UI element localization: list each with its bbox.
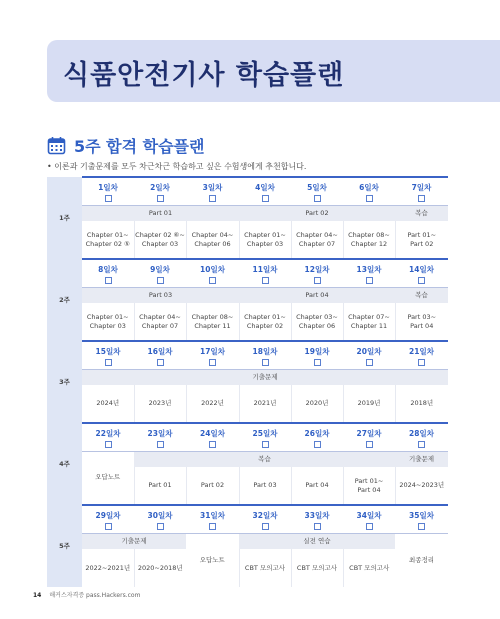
page-footer xyxy=(33,590,140,599)
day-cell[interactable] xyxy=(186,505,239,533)
day-cell[interactable] xyxy=(134,177,186,205)
day-cell[interactable] xyxy=(343,259,395,287)
day-label: 11일차 xyxy=(252,264,278,274)
day-label: 5일차 xyxy=(307,182,327,192)
day-label: 34일차 xyxy=(356,510,382,520)
day-cell[interactable] xyxy=(186,177,239,205)
chapter-cell: CBT 모의고사 xyxy=(239,549,291,587)
checkbox[interactable] xyxy=(366,359,373,366)
section-subtitle: • 이론과 기출문제를 모두 차근차근 학습하고 싶은 수험생에게 추천합니다. xyxy=(47,162,307,171)
final-review-cell: 최종정리 xyxy=(395,533,448,587)
part-label: 복습 xyxy=(395,287,448,303)
checkbox[interactable] xyxy=(418,359,425,366)
day-cell[interactable] xyxy=(134,341,186,369)
day-cell[interactable] xyxy=(395,423,448,451)
checkbox[interactable] xyxy=(314,523,321,530)
day-cell[interactable] xyxy=(134,505,186,533)
chapter-cell: Chapter 01~ Chapter 02 ⑤ xyxy=(85,230,130,248)
chapter-cell: Part 02 xyxy=(186,467,239,505)
checkbox[interactable] xyxy=(262,195,269,202)
checkbox[interactable] xyxy=(262,523,269,530)
week-3-days-row xyxy=(47,341,448,369)
checkbox[interactable] xyxy=(262,441,269,448)
note-cell: 오답노트 xyxy=(186,533,239,587)
chapter-cell: Chapter 04~ Chapter 06 xyxy=(186,221,239,259)
day-label: 3일차 xyxy=(202,182,223,192)
day-label: 7일차 xyxy=(411,182,432,192)
part-label: 실전 연습 xyxy=(239,533,395,549)
chapter-cell: 2019년 xyxy=(343,385,395,423)
day-label: 26일차 xyxy=(304,428,330,438)
day-label: 30일차 xyxy=(147,510,173,520)
chapter-cell: Chapter 08~ Chapter 11 xyxy=(186,303,239,341)
day-label: 14일차 xyxy=(409,264,434,274)
checkbox[interactable] xyxy=(157,359,164,366)
day-cell[interactable] xyxy=(239,259,291,287)
checkbox[interactable] xyxy=(262,359,269,366)
chapter-cell: Part 01~ Part 04 xyxy=(343,467,395,505)
day-cell[interactable] xyxy=(291,259,343,287)
study-plan-table xyxy=(47,176,448,587)
checkbox[interactable] xyxy=(105,359,112,366)
chapter-cell: Chapter 01~ Chapter 03 xyxy=(86,312,129,330)
checkbox[interactable] xyxy=(157,195,164,202)
part-label: 복습 xyxy=(134,451,395,467)
checkbox[interactable] xyxy=(105,441,112,448)
week-3-parts-row xyxy=(47,369,448,385)
day-cell[interactable] xyxy=(239,423,291,451)
chapter-cell: Chapter 02 ⑥~ Chapter 03 xyxy=(134,221,186,259)
day-cell[interactable] xyxy=(82,259,134,287)
day-cell[interactable] xyxy=(82,177,134,205)
day-label: 33일차 xyxy=(304,510,330,520)
chapter-cell: CBT 모의고사 xyxy=(343,549,395,587)
day-cell[interactable] xyxy=(395,177,448,205)
note-cell: 오답노트 xyxy=(82,451,134,505)
checkbox[interactable] xyxy=(209,277,216,284)
day-label: 19일차 xyxy=(304,346,330,356)
title-band xyxy=(47,40,500,102)
checkbox[interactable] xyxy=(262,277,269,284)
day-label: 2일차 xyxy=(150,182,170,192)
checkbox[interactable] xyxy=(366,277,373,284)
week-2-parts-row xyxy=(47,287,448,303)
week-2-chapters-row xyxy=(47,303,448,341)
day-label: 28일차 xyxy=(409,428,434,438)
checkbox[interactable] xyxy=(157,441,164,448)
day-label: 20일차 xyxy=(356,346,382,356)
week-label: 3주 xyxy=(47,341,82,423)
day-cell[interactable] xyxy=(395,505,448,533)
calendar-icon xyxy=(47,136,66,155)
chapter-cell: Chapter 07~ Chapter 11 xyxy=(343,303,395,341)
page-title: 식품안전기사 학습플랜 xyxy=(63,60,345,91)
checkbox[interactable] xyxy=(366,195,373,202)
day-label: 22일차 xyxy=(95,428,121,438)
checkbox[interactable] xyxy=(105,277,112,284)
checkbox[interactable] xyxy=(157,277,164,284)
chapter-cell: Chapter 01~ Chapter 03 xyxy=(239,221,291,259)
day-cell[interactable] xyxy=(239,505,291,533)
chapter-cell: 2022년 xyxy=(186,385,239,423)
chapter-cell: Part 03~ Part 04 xyxy=(395,303,448,341)
day-label: 21일차 xyxy=(409,346,434,356)
part-label: 기출문제 xyxy=(82,533,186,549)
chapter-cell: 2020년 xyxy=(291,385,343,423)
part-label: Part 01 xyxy=(82,205,239,221)
page-number: 14 xyxy=(33,592,42,599)
week-5-chapters-row xyxy=(47,549,448,587)
chapter-cell: Chapter 08~ Chapter 12 xyxy=(343,221,395,259)
day-cell[interactable] xyxy=(343,423,395,451)
day-label: 6일차 xyxy=(359,182,379,192)
chapter-cell: Chapter 04~ Chapter 07 xyxy=(291,221,343,259)
checkbox[interactable] xyxy=(418,277,425,284)
day-cell[interactable] xyxy=(186,341,239,369)
chapter-cell: 2021년 xyxy=(239,385,291,423)
part-label: 복습 xyxy=(395,205,448,221)
chapter-cell: 2024~2023년 xyxy=(395,467,448,505)
day-cell[interactable] xyxy=(134,259,186,287)
day-cell[interactable] xyxy=(82,341,134,369)
checkbox[interactable] xyxy=(366,441,373,448)
checkbox[interactable] xyxy=(209,195,216,202)
day-label: 23일차 xyxy=(147,428,173,438)
week-2-days-row xyxy=(47,259,448,287)
week-1-chapters-row xyxy=(47,221,448,259)
checkbox[interactable] xyxy=(418,523,425,530)
day-label: 8일차 xyxy=(98,264,118,274)
day-label: 25일차 xyxy=(252,428,278,438)
day-label: 29일차 xyxy=(95,510,121,520)
chapter-cell: Chapter 03~ Chapter 06 xyxy=(291,303,343,341)
week-3-chapters-row xyxy=(47,385,448,423)
day-cell[interactable] xyxy=(343,505,395,533)
day-cell[interactable] xyxy=(239,341,291,369)
chapter-cell: 2024년 xyxy=(96,399,120,408)
day-cell[interactable] xyxy=(291,423,343,451)
day-cell[interactable] xyxy=(82,505,134,533)
day-label: 13일차 xyxy=(356,264,382,274)
checkbox[interactable] xyxy=(418,441,425,448)
checkbox[interactable] xyxy=(105,523,112,530)
part-label: Part 04 xyxy=(239,287,395,303)
chapter-cell: Chapter 01~ Chapter 02 xyxy=(239,303,291,341)
day-label: 16일차 xyxy=(147,346,173,356)
week-5-days-row xyxy=(47,505,448,533)
chapter-cell: Part 01~ Part 02 xyxy=(395,221,448,259)
day-label: 32일차 xyxy=(252,510,278,520)
day-cell[interactable] xyxy=(186,423,239,451)
checkbox[interactable] xyxy=(209,441,216,448)
day-label: 31일차 xyxy=(200,510,225,520)
part-label: 기출문제 xyxy=(82,369,448,385)
checkbox[interactable] xyxy=(314,277,321,284)
week-label: 5주 xyxy=(47,505,82,587)
chapter-cell: 2018년 xyxy=(395,385,448,423)
day-label: 4일차 xyxy=(255,182,275,192)
part-label: 기출문제 xyxy=(395,451,448,467)
day-label: 1일차 xyxy=(98,182,118,192)
section-title: 5주 합격 학습플랜 xyxy=(74,136,205,156)
chapter-cell: Part 04 xyxy=(291,467,343,505)
part-label: Part 03 xyxy=(82,287,239,303)
day-cell[interactable] xyxy=(291,177,343,205)
day-label: 24일차 xyxy=(200,428,225,438)
week-label: 4주 xyxy=(47,423,82,505)
week-label: 2주 xyxy=(47,259,82,341)
chapter-cell: Chapter 04~ Chapter 07 xyxy=(134,303,186,341)
checkbox[interactable] xyxy=(418,195,425,202)
chapter-cell: 2022~2021년 xyxy=(85,563,131,572)
day-label: 35일차 xyxy=(409,510,434,520)
footer-text: 해커스자격증 pass.Hackers.com xyxy=(49,592,141,599)
checkbox[interactable] xyxy=(314,441,321,448)
day-label: 15일차 xyxy=(95,346,121,356)
chapter-cell: 2020~2018년 xyxy=(134,549,186,587)
day-cell[interactable] xyxy=(291,341,343,369)
checkbox[interactable] xyxy=(366,523,373,530)
checkbox[interactable] xyxy=(105,195,112,202)
checkbox[interactable] xyxy=(157,523,164,530)
day-cell[interactable] xyxy=(395,341,448,369)
week-4-days-row xyxy=(47,423,448,451)
week-label: 1주 xyxy=(47,177,82,259)
day-cell[interactable] xyxy=(186,259,239,287)
part-label: Part 02 xyxy=(239,205,395,221)
week-1-parts-row xyxy=(47,205,448,221)
day-label: 17일차 xyxy=(200,346,225,356)
day-cell[interactable] xyxy=(395,259,448,287)
day-label: 18일차 xyxy=(252,346,278,356)
day-cell[interactable] xyxy=(343,341,395,369)
day-label: 27일차 xyxy=(356,428,382,438)
checkbox[interactable] xyxy=(209,359,216,366)
chapter-cell: 2023년 xyxy=(134,385,186,423)
day-cell[interactable] xyxy=(291,505,343,533)
week-5-parts-row xyxy=(47,533,448,549)
checkbox[interactable] xyxy=(314,195,321,202)
checkbox[interactable] xyxy=(314,359,321,366)
chapter-cell: Part 03 xyxy=(239,467,291,505)
day-cell[interactable] xyxy=(343,177,395,205)
day-cell[interactable] xyxy=(239,177,291,205)
week-4-parts-row xyxy=(47,451,448,467)
chapter-cell: Part 01 xyxy=(134,467,186,505)
week-1-days-row xyxy=(47,177,448,205)
day-label: 9일차 xyxy=(150,264,170,274)
day-label: 12일차 xyxy=(304,264,330,274)
section-heading xyxy=(47,134,204,156)
day-cell[interactable] xyxy=(82,423,134,451)
day-cell[interactable] xyxy=(134,423,186,451)
day-label: 10일차 xyxy=(200,264,225,274)
checkbox[interactable] xyxy=(209,523,216,530)
chapter-cell: CBT 모의고사 xyxy=(291,549,343,587)
